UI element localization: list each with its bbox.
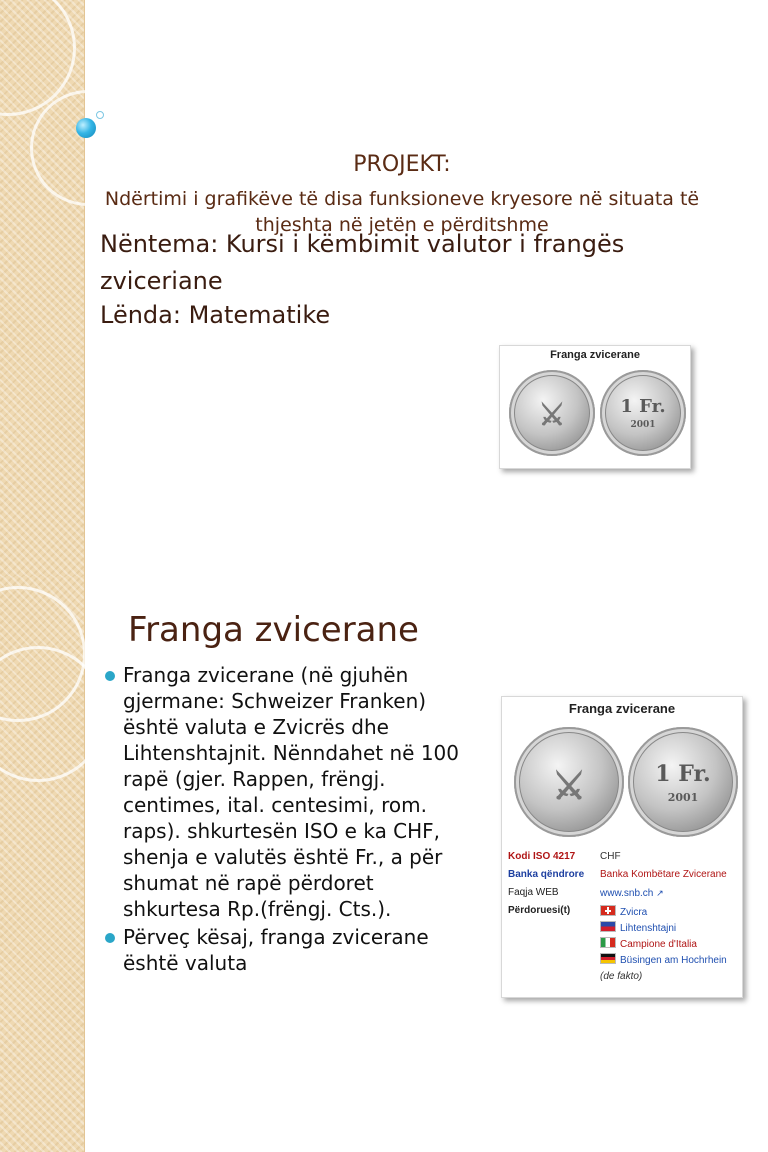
infobox-user[interactable]: Campione d'Italia — [600, 937, 697, 953]
infobox-user[interactable]: Zvicra — [600, 905, 647, 921]
swiss-flag-icon — [600, 905, 616, 916]
project-title: PROJEKT: — [353, 152, 451, 177]
subject: Lënda: Matematike — [100, 301, 331, 329]
bullet-item: Franga zvicerane (në gjuhën gjermane: Schweizer Franken) është valuta e Zvicrës dhe Lihtenshtajnit. Nënndahet në 100 rapë (gjer. Rappen, frëngj. centimes, ital. centesimi, rom. raps). shkurtesën ISO e ka CHF, shenja e valutës është Fr., a për shumat në rapë përdoret shkurtesa Rp.(frëngj. Cts.). — [104, 662, 476, 922]
infobox-user[interactable]: Büsingen am Hochrhein — [600, 953, 727, 969]
coin-obverse: ⚔ — [509, 370, 595, 456]
infobox-row-iso: Kodi ISO 4217 — [508, 851, 576, 862]
germany-flag-icon — [600, 953, 616, 964]
infobox-row-bank: Banka qëndrore — [508, 869, 585, 880]
infobox-rows — [508, 849, 740, 989]
infobox-de-facto: (de fakto) — [600, 971, 643, 982]
infobox-value-iso: CHF — [600, 851, 621, 862]
liechtenstein-flag-icon — [600, 921, 616, 932]
coin-denomination: 1 Fr. — [620, 396, 666, 417]
coin-obverse: ⚔ — [514, 727, 624, 837]
coin-year: 2001 — [667, 791, 699, 804]
infobox-row-users: Përdoruesi(t) — [508, 905, 571, 916]
slide-2 — [0, 576, 768, 1152]
coin-year: 2001 — [630, 420, 656, 430]
infobox-title: Franga zvicerane — [568, 701, 676, 716]
coin-image-title: Franga zvicerane — [550, 349, 640, 361]
bullet-list — [104, 662, 476, 978]
decorative-dot — [76, 118, 96, 138]
coin-reverse — [600, 370, 686, 456]
infobox-value-bank[interactable]: Banka Kombëtare Zvicerane — [600, 869, 727, 880]
coin-denomination: 1 Fr. — [655, 761, 711, 787]
decorative-dot — [96, 111, 104, 119]
coin-reverse — [628, 727, 738, 837]
slide-title: Franga zvicerane — [128, 610, 419, 650]
bullet-item: Përveç kësaj, franga zvicerane është valuta — [104, 924, 476, 976]
decorative-ring — [0, 646, 106, 782]
infobox-row-web: Faqja WEB — [508, 887, 559, 898]
coin-image — [499, 345, 691, 469]
project-subtitle: Ndërtimi i grafikëve të disa funksioneve kryesore në situata të thjeshta në jetën e përditshme — [104, 188, 700, 236]
infobox-user[interactable]: Lihtenshtajni — [600, 921, 676, 937]
external-link-icon: ↗ — [656, 888, 664, 898]
currency-infobox — [501, 696, 743, 998]
italy-flag-icon — [600, 937, 616, 948]
infobox-value-web[interactable] — [600, 885, 664, 902]
website-link[interactable]: www.snb.ch — [600, 888, 654, 899]
subtopic: Nëntema: Kursi i këmbimit valutor i frangës zviceriane — [100, 230, 625, 295]
